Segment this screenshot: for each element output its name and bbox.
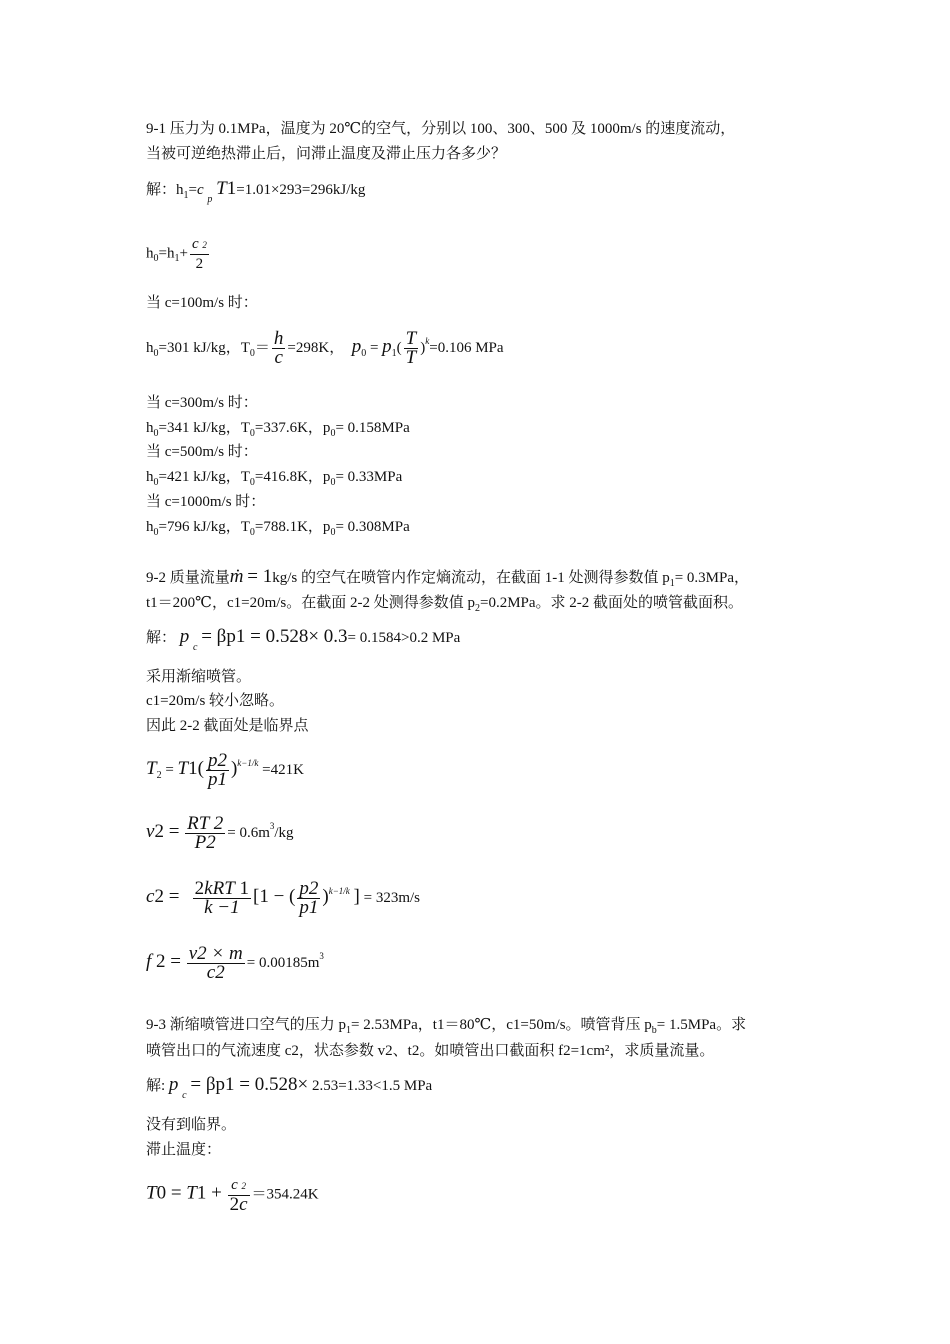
p93-text-2: 滞止温度： <box>146 1142 222 1158</box>
p93-text-1: 没有到临界。 <box>146 1117 237 1133</box>
p91-h0-equation: $h_0=h_1+$ $\frac{c 2}{2}$ <box>146 236 207 272</box>
solution-label: 解： <box>146 182 177 198</box>
p91-result-1000: $h_0=796$ kJ/kg，$T_0=788.1K$，$p_0= 0.308MPa$ <box>146 519 410 538</box>
problem-9-1-line-2: 当被可逆绝热滞止后，问滞止温度及滞止压力各多少？ <box>146 146 507 162</box>
p91-h1-equation: 解：$h_1=c$ $_p$ T1=1.01×293=296kJ/kg <box>146 178 366 205</box>
p92-T2-equation: $T_2 = T1$( $\frac{p2}{p1}$ )$^{k-1/k}$ =421K <box>146 750 304 790</box>
problem-9-2-line-1: 9-2 质量流量ṁ = 1kg/s 的空气在喷管内作定熵流动，在截面 1-1 处测得参数值 $p_1= 0.3MPa$， <box>146 566 750 589</box>
case-100-label: 当 c=100m/s 时： <box>146 295 258 311</box>
p92-f2-equation: f 2 = $\frac{v2 \times m}{c2}$ = $0.00185m^3$ <box>146 943 324 983</box>
case-1000-label: 当 c=1000m/s 时： <box>146 494 266 510</box>
p93-T0-equation: T0 = T1 + $\frac{c 2}{2c}$ ＝354.24K <box>146 1177 319 1215</box>
p92-pc-equation: 解： p $_c$ = βp1 = 0.528× 0.3= 0.1584>0.2 MPa <box>146 626 461 653</box>
p92-text-3: 因此 2-2 截面处是临界点 <box>146 718 309 734</box>
problem-9-1-line-1: 9-1 压力为 0.1MPa，温度为 20℃的空气，分别以 100、300、500 及 1000m/s 的速度流动， <box>146 121 736 137</box>
problem-9-3-line-2: 喷管出口的气流速度 c2，状态参数 v2、t2。如喷管出口截面积 f2=1cm²，求质量流量。 <box>146 1043 715 1059</box>
case-500-label: 当 c=500m/s 时： <box>146 444 258 460</box>
p92-text-2: c1=20m/s 较小忽略。 <box>146 693 285 709</box>
p92-text-1: 采用渐缩喷管。 <box>146 669 252 685</box>
p93-pc-equation: 解: p $_c$ = βp1 = 0.528× 2.53=1.33<1.5 MPa <box>146 1074 433 1101</box>
p91-result-300: $h_0=341$ kJ/kg，$T_0=337.6K$，$p_0= 0.158MPa$ <box>146 420 410 439</box>
problem-9-2-line-2: t1＝200℃，c1=20m/s。在截面 2-2 处测得参数值 $p_2=0.2MPa$。求 2-2 截面处的喷管截面积。 <box>146 595 744 614</box>
case-300-label: 当 c=300m/s 时： <box>146 395 258 411</box>
p91-result-100: $h_0=301$ kJ/kg，$T_0=$ $\frac{h}{c}$ =298K， $p_0 = p_1$( $\frac{T}{T}$ )$^k$=0.106 MPa <box>146 328 504 368</box>
h1-result: =1.01×293=296kJ/kg <box>236 182 366 198</box>
p91-result-500: $h_0=421$ kJ/kg，$T_0=416.8K$，$p_0= 0.33MPa$ <box>146 469 403 488</box>
p92-v2-equation: v2 = $\frac{RT 2}{P2}$ = $0.6m^3/kg$ <box>146 813 294 853</box>
problem-9-3-line-1: 9-3 渐缩喷管进口空气的压力 $p_1= 2.53MPa$，t1＝80℃，c1=50m/s。喷管背压 $p_b= 1.5MPa$。求 <box>146 1017 747 1036</box>
p92-c2-equation: c2 = $\frac{\text{2kRT 1}}{k -1}$ [1 − ( $\frac{p2}{p1}$ )$^{k-1/k}$ ] = 323m/s <box>146 878 421 918</box>
